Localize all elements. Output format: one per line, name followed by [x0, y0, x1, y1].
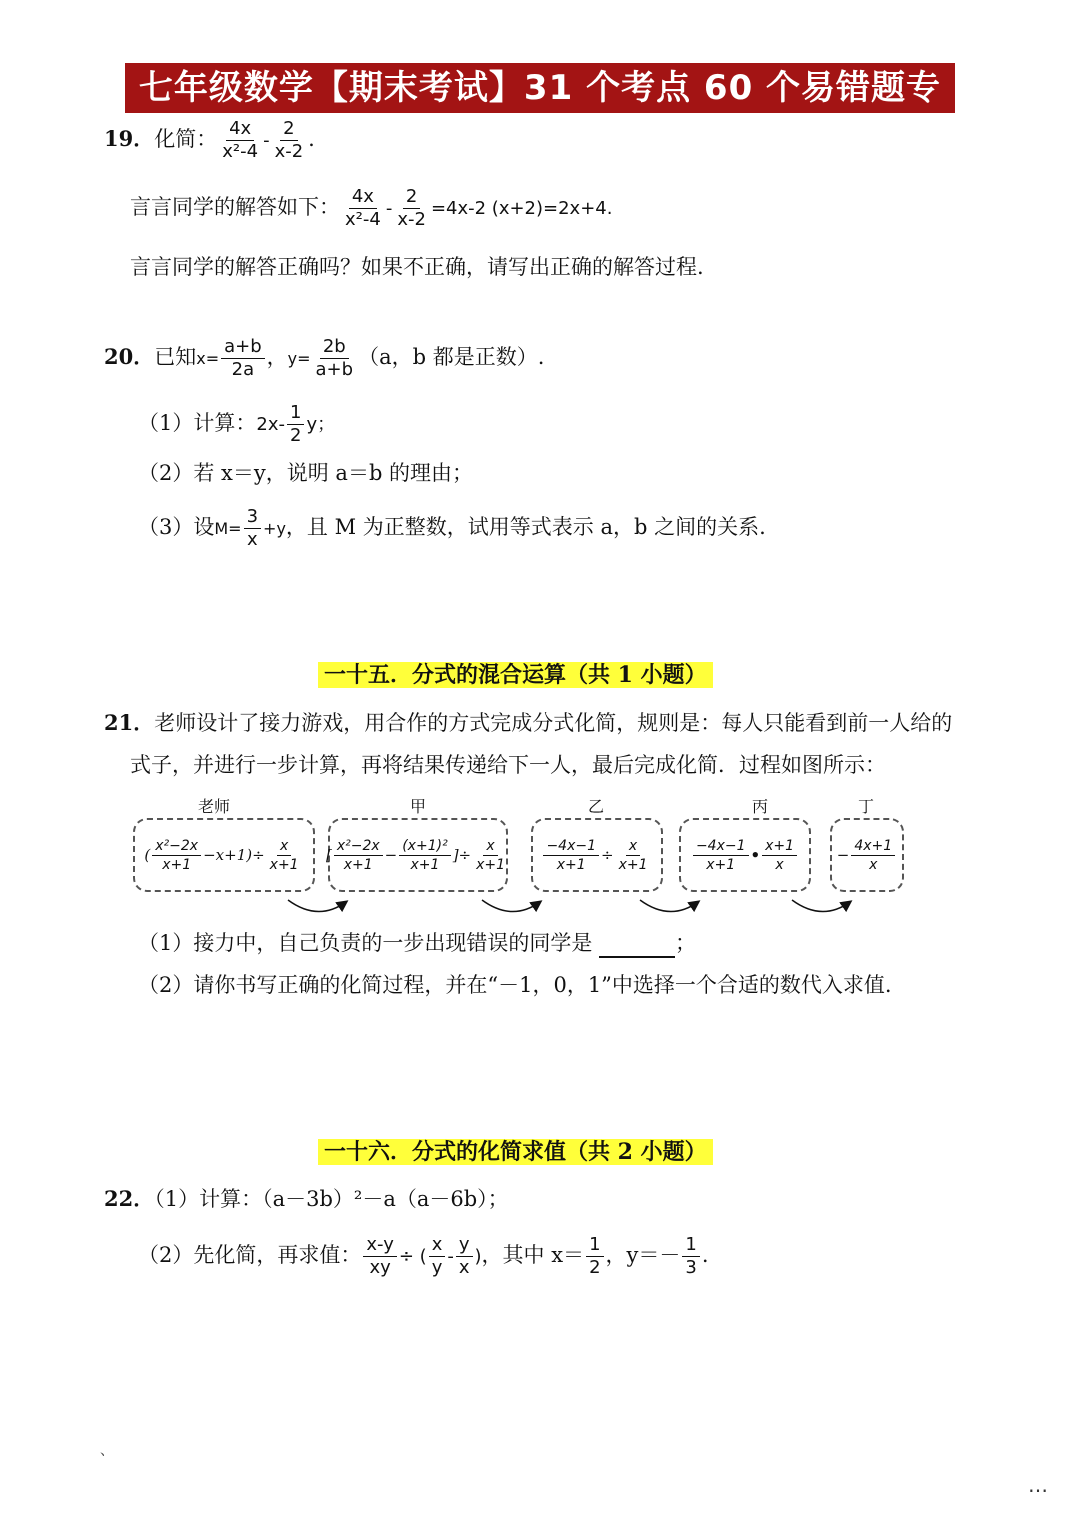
fraction: $\frac{2}{x-2}$ [274, 118, 304, 162]
more-icon[interactable]: ⋯ [1028, 1478, 1050, 1502]
question-19: 19．化简： $\frac{4x}{\text{x²-4}}$ - $\frac{2}{x-2}$ . [104, 118, 315, 162]
fraction: $\frac{1}{2}$ [287, 402, 304, 447]
arrow-icon [792, 900, 850, 912]
relay-label-ding: 丁 [858, 797, 875, 816]
relay-label-yi: 乙 [588, 797, 605, 816]
question-21-line2: 式子，并进行一步计算，再将结果传递给下一人，最后完成化简．过程如图所示： [130, 753, 886, 777]
relay-label-bing: 丙 [752, 797, 769, 816]
question-number: 19． [104, 126, 155, 151]
section-heading-16: 一十六．分式的化简求值（共 2 小题） [318, 1135, 713, 1169]
question-20: 20．已知x= $\frac{a+b}{2a}$ ，y= $\frac{2b}{a+b}$ （a，b 都是正数）. [104, 336, 545, 380]
q21-part1: （1）接力中，自己负责的一步出现错误的同学是 ； [138, 928, 696, 958]
relay-box-ding: − $\frac{4x+1}{x}$ [830, 818, 904, 892]
fraction: $\frac{x-y}{xy}$ [363, 1234, 396, 1279]
fraction: $\frac{1}{2}$ [586, 1234, 603, 1279]
relay-box-jia: [ $\frac{\text{x²−2x}}{x+1}$ − $\frac{\text{(x+1)²}}{x+1}$ ]÷ $\frac{x}{x+1}$ [328, 818, 508, 892]
fraction: $\frac{4x}{\text{x²-4}}$ [345, 186, 381, 230]
relay-box-yi: $\frac{-4x-1}{x+1}$ ÷ $\frac{x}{x+1}$ [531, 818, 663, 892]
question-number: 21． [104, 710, 155, 735]
fraction: $\frac{4x}{\text{x²-4}}$ [222, 118, 259, 162]
q19-question: 言言同学的解答正确吗？如果不正确，请写出正确的解答过程. [130, 255, 704, 279]
question-22-part1: 22．（1）计算：（a－3b）²－a（a－6b）； [104, 1186, 509, 1211]
relay-box-bing: $\frac{-4x-1}{x+1}$ • $\frac{x+1}{x}$ [679, 818, 811, 892]
question-22-part2: （2）先化简，再求值： $\frac{x-y}{xy}$ ÷ ( $\frac{x}{y}$ - $\frac{y}{x}$ )，其中 x＝ $\frac{1}{2}$ ，y＝－ $\frac{1}{3}$ . [138, 1234, 709, 1278]
relay-label-jia: 甲 [410, 797, 427, 816]
relay-box-teacher: ( $\frac{\text{x²−2x}}{x+1}$ −x+1)÷ $\frac{x}{x+1}$ [133, 818, 315, 892]
question-prompt: 化简： [154, 127, 218, 151]
fraction: $\frac{1}{3}$ [682, 1234, 699, 1279]
relay-arrows [0, 890, 1080, 924]
question-21-line1: 21．老师设计了接力游戏，用合作的方式完成分式化简，规则是：每人只能看到前一人给的 [104, 710, 953, 735]
fraction: $\frac{a+b}{2a}$ [221, 336, 265, 381]
answer-blank[interactable] [599, 934, 675, 958]
page-title-banner: 七年级数学【期末考试】31 个考点 60 个易错题专练 [125, 63, 955, 113]
arrow-icon [640, 900, 698, 912]
q19-student-answer: 言言同学的解答如下： $\frac{4x}{\text{x²-4}}$ - $\frac{2}{x-2}$ =4x-2 (x+2)=2x+4. [130, 186, 613, 230]
q20-part2: （2）若 x＝y，说明 a＝b 的理由； [138, 461, 474, 485]
arrow-icon [288, 900, 346, 912]
fraction: $\frac{3}{x}$ [244, 506, 261, 551]
q20-part3: （3）设M= $\frac{3}{x}$ +y，且 M 为正整数，试用等式表示 a，b 之间的关系. [138, 506, 766, 550]
arrow-icon [482, 900, 540, 912]
fraction: $\frac{2b}{a+b}$ [315, 336, 354, 380]
question-number: 20． [104, 344, 155, 369]
q20-part1: （1）计算：2x- $\frac{1}{2}$ y； [138, 402, 336, 446]
q21-part2: （2）请你书写正确的化简过程，并在“－1，0，1”中选择一个合适的数代入求值. [138, 973, 892, 997]
fraction: $\frac{x}{y}$ [429, 1234, 446, 1279]
section-heading-15: 一十五．分式的混合运算（共 1 小题） [318, 658, 713, 692]
stray-mark: 、 [100, 1443, 114, 1459]
fraction: $\frac{y}{x}$ [456, 1234, 473, 1279]
question-number: 22． [104, 1186, 155, 1211]
relay-label-teacher: 老师 [198, 797, 231, 816]
fraction: $\frac{2}{x-2}$ [397, 186, 426, 230]
